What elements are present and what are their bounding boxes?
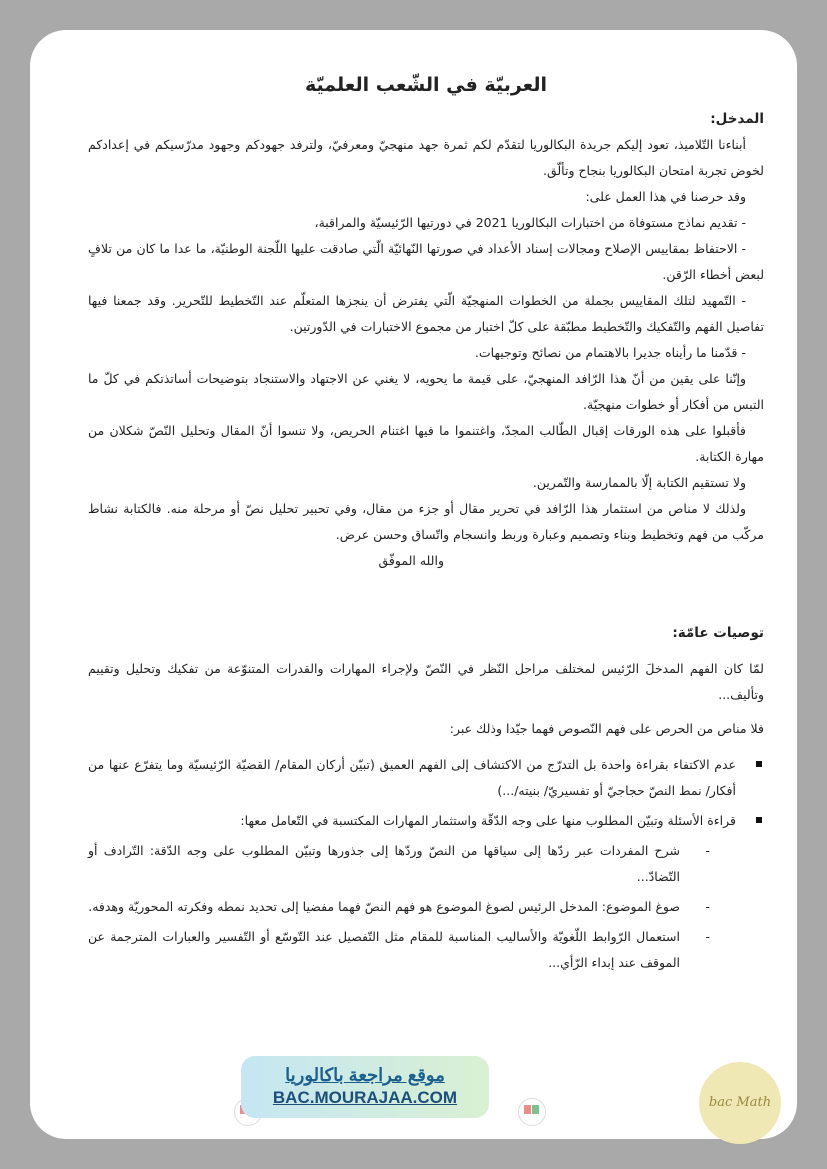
signature: والله الموفّق <box>378 553 444 568</box>
intro-paragraph: فأقبلوا على هذه الورقات إقبال الطّالب المجدّ، واغتنموا ما فيها اغتنام الحريص، ولا تنسوا أنّ المقال وتحليل النّصّ شكلان من مهارة الكتابة. <box>88 423 764 464</box>
sub-list-item: - شرح المفردات عبر ردّها إلى سياقها من النصّ وردّها إلى جذورها وتبيّن المطلوب على وجه الدّقة: التّرادف أو التّضادّ... <box>88 838 736 890</box>
document-body <box>88 70 764 980</box>
intro-paragraph: - التّمهيد لتلك المقاييس بجملة من الخطوات المنهجيّة الّتي يفترض أن ينجزها المتعلّم عند التّخطيط للتّحرير. وقد جمعنا فيها تفاصيل الفهم والتّفكيك والتّخطيط مطبّقة على كلّ اختبار من مجموع الاختبارات في الدّورتين. <box>88 293 764 334</box>
sub-list-item: - استعمال الرّوابط اللّغويّة والأساليب المناسبة للمقام مثل التّفصيل عند التّوسّع أو التّفسير والعبارات المترجمة عن الموقف عند إبداء الرّأي... <box>88 924 736 976</box>
site-name-link[interactable]: موقع مراجعة باكالوريا <box>285 1065 445 1085</box>
list-item: عدم الاكتفاء بقراءة واحدة بل التدرّج من الاكتشاف إلى الفهم العميق (تبيّن أركان المقام/ القضيّة الرّئيسيّة وما يتفرّع عنها من أفكار/ نمط النصّ حجاجيّ أو تفسيريّ/ بنيته/...) <box>88 752 764 804</box>
intro-paragraph: - تقديم نماذج مستوفاة من اختبارات البكالوريا 2021 في دورتيها الرّئيسيّة والمراقبة، <box>314 215 746 230</box>
intro-paragraph: وقد حرصنا في هذا العمل على: <box>585 189 746 204</box>
bacmath-logo <box>699 1062 781 1144</box>
intro-paragraph: - قدّمنا ما رأيناه جديرا بالاهتمام من نصائح وتوجيهات. <box>474 345 746 360</box>
intro-paragraph: ولا تستقيم الكتابة إلّا بالممارسة والتّمرين. <box>532 475 746 490</box>
list-item-text: قراءة الأسئلة وتبيّن المطلوب منها على وجه الدّقّة واستثمار المهارات المكتسبة في التّعامل معها: <box>240 813 736 828</box>
intro-paragraph: - الاحتفاظ بمقاييس الإصلاح ومجالات إسناد الأعداد في صورتها النّهائيّة الّتي صادقت عليها اللّجنة الوطنيّة، ما عدا ما كان من تلافٍ لبعض أخطاء الرّقن. <box>88 241 764 282</box>
recommendations-intro: فلا مناص من الحرص على فهم النّصوص فهما جيّدا وذلك عبر: <box>449 721 764 736</box>
site-url-link[interactable]: BAC.MOURAJAA.COM <box>272 1088 458 1107</box>
sub-list <box>88 838 736 976</box>
intro-paragraph: ولذلك لا مناص من استثمار هذا الرّافد في تحرير مقال أو جزء من مقال، وفي تحبير تحليل نصّ أو مرحلة منه. فالكتابة نشاط مركّب من فهم وتخطيط وبناء وتصميم وعبارة وربط وانسجام واتّساق وحسن عرض. <box>88 501 764 542</box>
intro-paragraph: أبناءنا التّلاميذ، تعود إليكم جريدة البكالوريا لتقدّم لكم ثمرة جهد منهجيّ ومعرفيّ، ولترفد جهودكم وجهود مدرّسيكم في إعدادكم لخوض تجربة امتحان البكالوريا بنجاح وتألّق. <box>88 137 764 178</box>
logo-text: bac Math <box>708 1095 772 1110</box>
recommendations-intro: لمّا كان الفهم المدخلَ الرّئيس لمختلف مراحل النّظر في النّصّ ولإجراء المهارات والقدرات المتنوّعة من تفكيك وتحليل وتقييم وتأليف... <box>88 661 764 702</box>
section-spacer <box>88 574 764 620</box>
intro-paragraph: وإنّنا على يقين من أنّ هذا الرّافد المنهجيّ، على قيمة ما يحويه، لا يغني عن الاجتهاد والاستنجاد بتوضيحات أساتذتكم في كلّ ما التبس من أفكار أو خطوات منهجيّة. <box>88 371 764 412</box>
book-logo-icon <box>518 1098 546 1126</box>
recommendations-list <box>88 752 764 976</box>
site-banner[interactable] <box>241 1056 489 1118</box>
list-item <box>88 808 764 976</box>
page-title: العربيّة في الشّعب العلميّة <box>304 74 548 96</box>
sub-list-item: - صوغ الموضوع: المدخل الرئيس لصوغ الموضوع هو فهم النصّ فهما مفضيا إلى تحديد نمطه وفكرته المحوريّة وهدفه. <box>88 894 736 920</box>
intro-heading: المدخل: <box>710 111 764 127</box>
document-page <box>30 30 797 1139</box>
recommendations-heading: توصيات عامّة: <box>672 625 764 641</box>
